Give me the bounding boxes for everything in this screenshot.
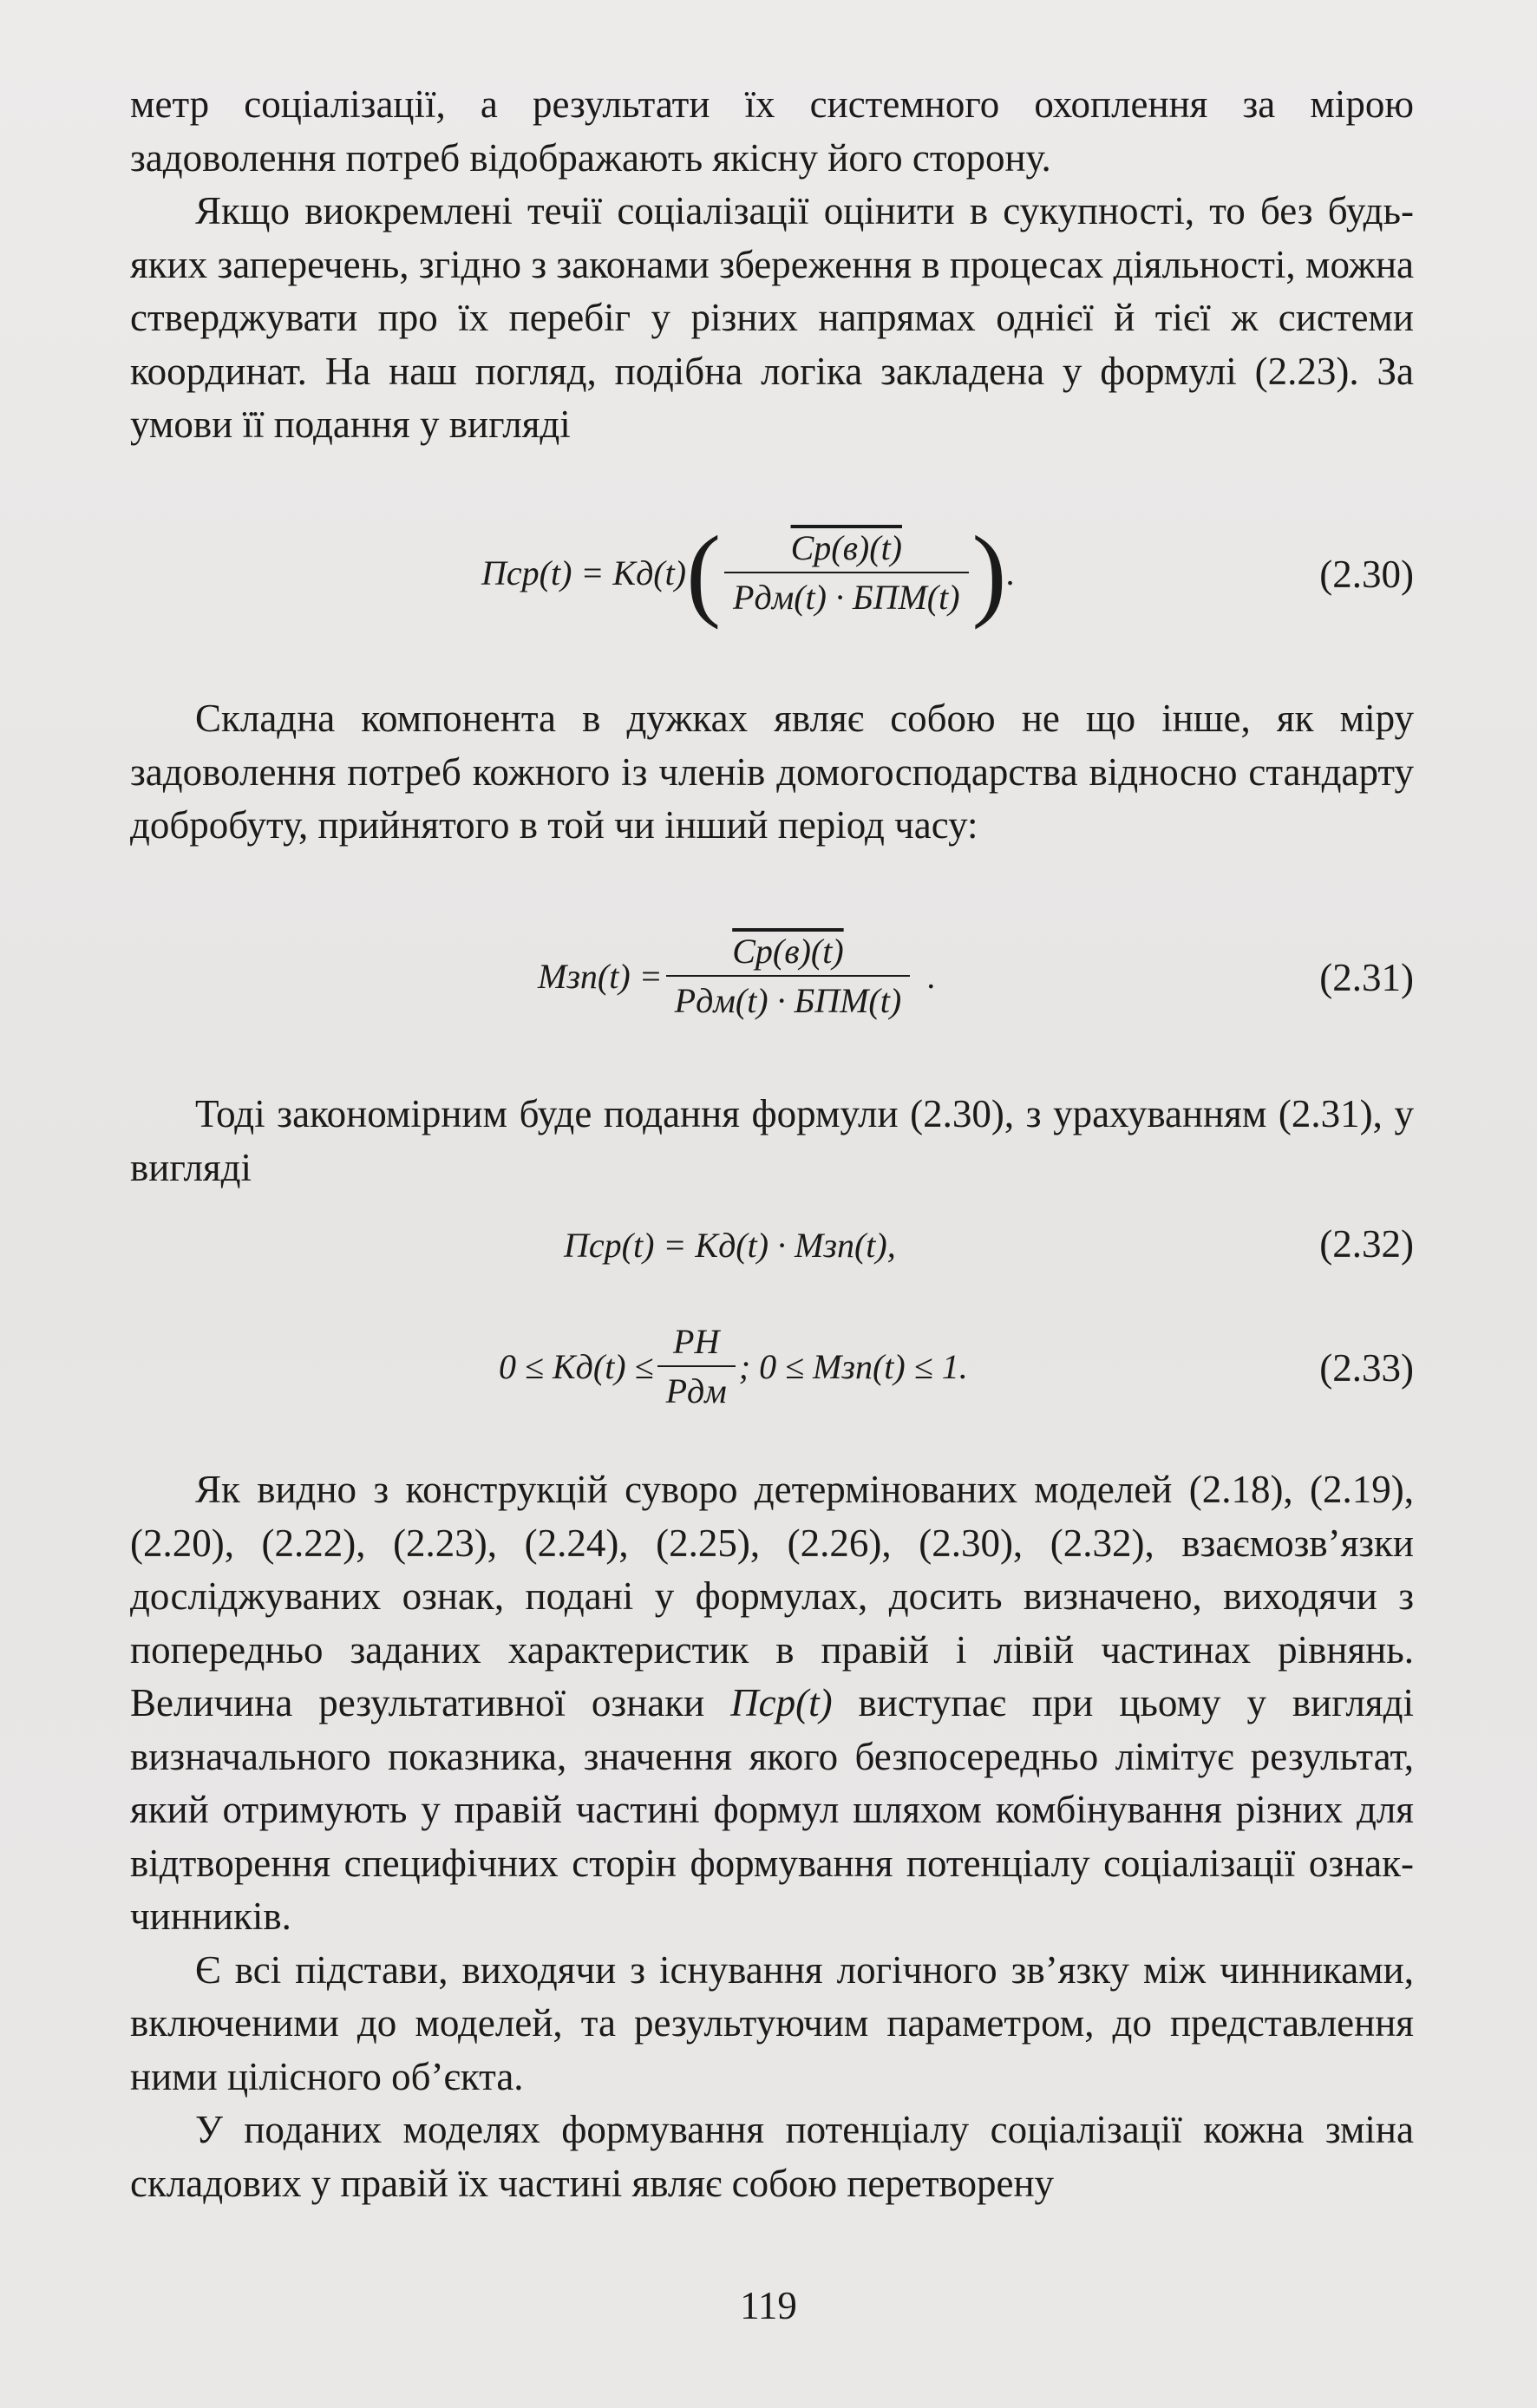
formula-tail: . [1006, 553, 1016, 592]
fraction-denominator: Pдм [657, 1365, 736, 1411]
paragraph: метр соціалізації, а результати їх системного охоплення за мірою задоволення потреб відображають якісну його сторону. [130, 82, 1414, 180]
text-block-bottom [130, 1463, 1414, 2210]
formula-lhs: Пср(t) = Kд(t) [481, 553, 687, 592]
equation-number: (2.32) [1319, 1222, 1414, 1266]
fraction [666, 931, 911, 1021]
fraction-numerator: Cр(в)(t) [732, 932, 844, 971]
paragraph: Якщо виокремлені течії соціалізації оцінити в сукупності, то без будь-яких заперечень, згідно з законами збереження в процесах діяльності, можна стверджувати про їх перебіг у різних напрямах однієї й тієї ж системи координат. На наш погляд, подібна логіка закладена у формулі (2.23). За умови її подання у вигляді [130, 189, 1414, 446]
fraction-numerator: Cр(в)(t) [790, 528, 902, 567]
paragraph: Є всі підстави, виходячи з існування логічного зв’язку між чинниками, включеними до моделей, та результуючим параметром, до представлення ними цілісного об’єкта. [130, 1947, 1414, 2098]
equation-number: (2.30) [1319, 553, 1414, 596]
fraction [724, 527, 969, 618]
formula-tail: . [927, 956, 937, 996]
fraction-denominator: Pдм(t) · БПМ(t) [724, 572, 969, 618]
left-paren-icon: ( [686, 514, 722, 630]
fraction-denominator: Pдм(t) · БПМ(t) [666, 975, 911, 1021]
formula-lhs: Mзп(t) = [538, 956, 663, 996]
formula-expression: Пср(t) = Kд(t) · Mзп(t), [564, 1226, 896, 1265]
inline-math: Пср(t) [730, 1681, 833, 1724]
text-block-formula-intro [130, 1088, 1414, 1194]
text-block-middle [130, 692, 1414, 853]
formula-lhs: 0 ≤ Kд(t) ≤ [499, 1346, 654, 1386]
paragraph: Тоді закономірним буде подання формули (2.30), з урахуванням (2.31), у вигляді [130, 1092, 1414, 1189]
right-paren-icon: ) [971, 514, 1007, 630]
page-number: 119 [740, 2284, 797, 2327]
formula-rhs: ; 0 ≤ Mзп(t) ≤ 1. [738, 1346, 968, 1386]
fraction-numerator: PН [673, 1322, 720, 1361]
paragraph-text: виступає при цьому у вигляді визначального показника, значення якого безпосередньо лімітує результат, який отримують у правій частині формул шляхом комбінування різних для відтворення специфічних сторін формування потенціалу соціалізації ознак-чинників. [130, 1681, 1414, 1938]
fraction [657, 1321, 736, 1411]
paragraph [130, 1463, 1414, 1944]
equation-number: (2.33) [1319, 1346, 1414, 1390]
paragraph: У поданих моделях формування потенціалу соціалізації кожна зміна складових у правій їх частині являє собою перетворену [130, 2108, 1414, 2205]
paragraph: Складна компонента в дужках являє собою не що інше, як міру задоволення потреб кожного із членів домогосподарства відносно стандарту добробуту, прийнятого в той чи інший період часу: [130, 697, 1414, 847]
text-block-top [130, 78, 1414, 452]
paragraph-text: Як видно з конструкцій суворо детермінованих моделей (2.18), (2.19), (2.20), (2.22), (2.23), (2.24), (2.25), (2.26), (2.30), (2.32), взаємозв’язки досліджуваних ознак, подані у формулах, досить визначено, виходячи з попередньо заданих характеристик в правій і лівій частинах рівнянь. Величина результативної ознаки [130, 1468, 1414, 1724]
equation-number: (2.31) [1319, 956, 1414, 999]
